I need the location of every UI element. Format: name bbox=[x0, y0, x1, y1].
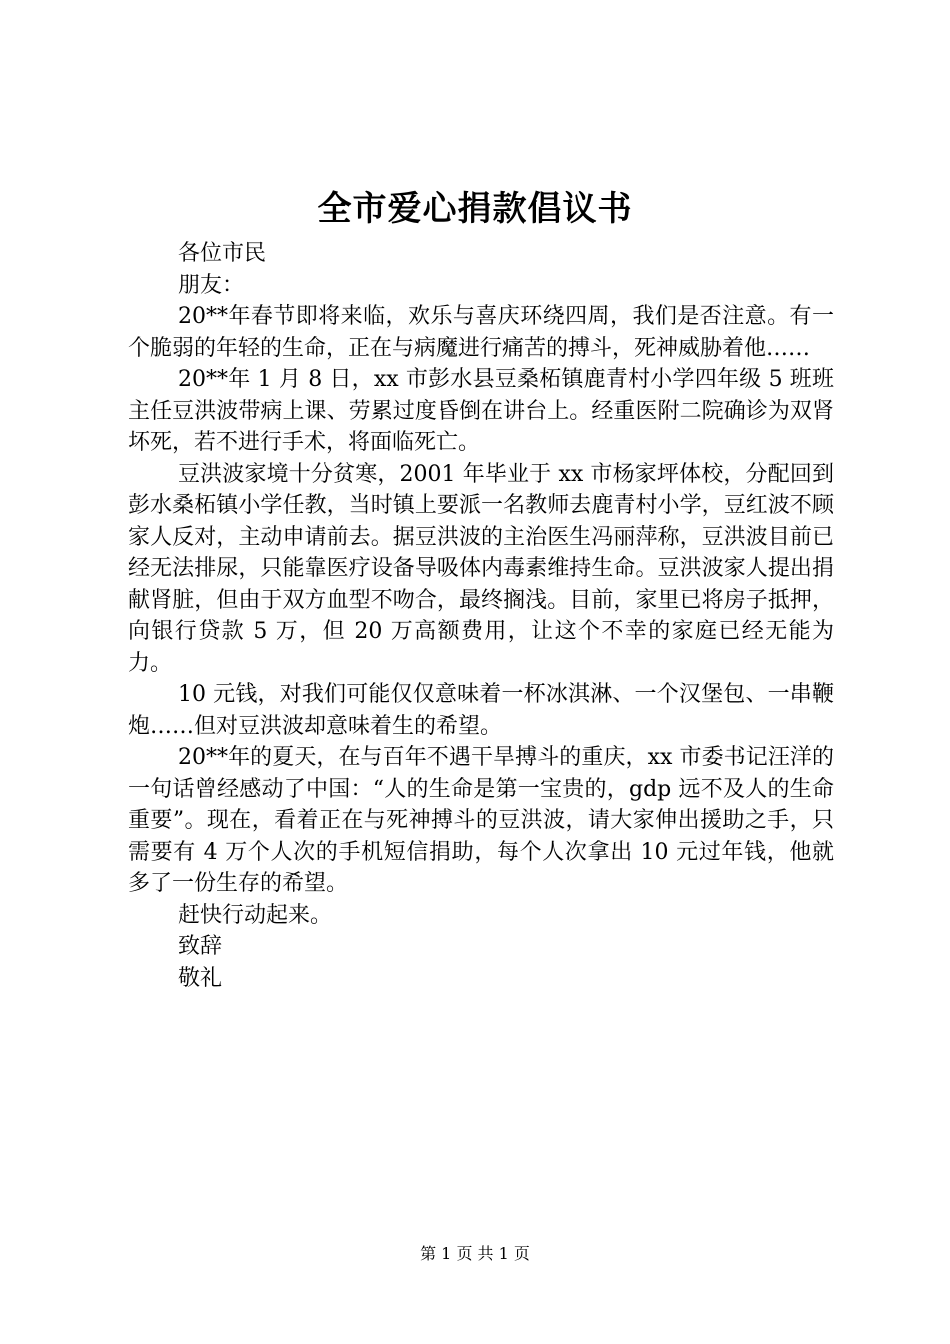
closing-line-2: 敬礼 bbox=[178, 965, 223, 991]
paragraph-2: 20**年 1 月 8 日，xx 市彭水县豆桑柘镇鹿青村小学四年级 5 班班主任豆洪波带病上课、劳累过度昏倒在讲台上。经重医附二院确诊为双肾坏死，若不进行手术，将面临死亡。 bbox=[128, 367, 834, 455]
paragraph-5: 20**年的夏天，在与百年不遇干旱搏斗的重庆，xx 市委书记汪洋的一句话曾经感动了中国：“人的生命是第一宝贵的，gdp 远不及人的生命重要”。现在，看着正在与死神搏斗的豆洪波，请大家伸出援助之手，只需要有 4 万个人次的手机短信捐助，每个人次拿出 10 元过年钱，他就多了一份生存的希望。 bbox=[128, 745, 834, 896]
salutation-line-1: 各位市民 bbox=[178, 241, 267, 266]
salutation-line-2: 朋友： bbox=[178, 272, 245, 298]
page-footer: 第 1 页 共 1 页 bbox=[420, 1244, 530, 1263]
paragraph-1: 20**年春节即将来临，欢乐与喜庆环绕四周，我们是否注意。有一个脆弱的年轻的生命，正在与病魔进行痛苦的搏斗，死神威胁着他…… bbox=[128, 304, 834, 361]
document-body bbox=[128, 238, 834, 994]
document-title: 全市爱心捐款倡议书 bbox=[317, 189, 633, 229]
paragraph-4: 10 元钱，对我们可能仅仅意味着一杯冰淇淋、一个汉堡包、一串鞭炮……但对豆洪波却意味着生的希望。 bbox=[128, 682, 834, 739]
closing-line-1: 致辞 bbox=[178, 934, 223, 959]
closing-call: 赶快行动起来。 bbox=[178, 902, 333, 928]
paragraph-3: 豆洪波家境十分贫寒，2001 年毕业于 xx 市杨家坪体校，分配回到彭水桑柘镇小学任教，当时镇上要派一名教师去鹿青村小学，豆红波不顾家人反对，主动申请前去。据豆洪波的主治医生冯丽萍称，豆洪波目前已经无法排尿，只能靠医疗设备导吸体内毒素维持生命。豆洪波家人提出捐献肾脏，但由于双方血型不吻合，最终搁浅。目前，家里已将房子抵押，向银行贷款 5 万，但 20 万高额费用，让这个不幸的家庭已经无能为力。 bbox=[128, 461, 834, 676]
